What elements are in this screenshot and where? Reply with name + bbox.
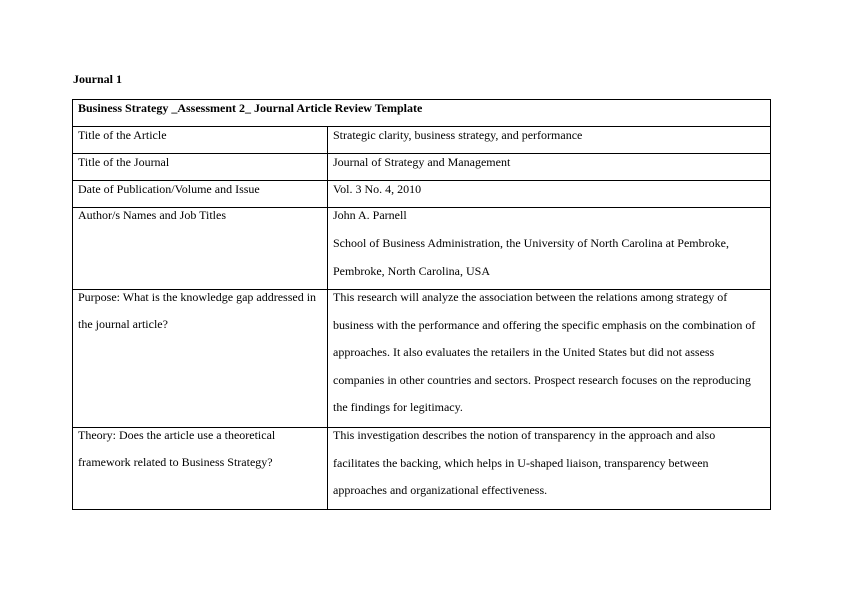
journal-heading: Journal 1 xyxy=(73,72,123,86)
value-line: John A. Parnell xyxy=(333,208,407,222)
value-line: approaches and organizational effectiveness. xyxy=(333,483,548,497)
row-label xyxy=(73,127,328,154)
table-title-text: Business Strategy _Assessment 2_ Journal Article Review Template xyxy=(78,101,423,115)
table-title-row xyxy=(73,100,771,127)
row-value-text: Vol. 3 No. 4, 2010 xyxy=(333,182,422,196)
row-value xyxy=(328,290,771,428)
value-line: Pembroke, North Carolina, USA xyxy=(333,264,490,278)
row-value xyxy=(328,208,771,290)
value-line: This investigation describes the notion of transparency in the approach and also xyxy=(333,428,716,442)
row-value xyxy=(328,181,771,208)
review-table xyxy=(72,99,771,510)
table-row xyxy=(73,208,771,290)
value-line: the findings for legitimacy. xyxy=(333,400,463,414)
row-value xyxy=(328,428,771,510)
table-row xyxy=(73,181,771,208)
row-value-text: Strategic clarity, business strategy, and performance xyxy=(333,128,583,142)
row-label xyxy=(73,290,328,428)
table-row xyxy=(73,127,771,154)
row-label-text: Author/s Names and Job Titles xyxy=(78,208,227,222)
table-row xyxy=(73,154,771,181)
label-line: Purpose: What is the knowledge gap addressed in xyxy=(78,290,317,304)
value-line: companies in other countries and sectors. Prospect research focuses on the reproducing xyxy=(333,372,751,387)
row-value-text: Journal of Strategy and Management xyxy=(333,155,511,169)
value-line: business with the performance and offering the specific emphasis on the combination of xyxy=(333,317,756,332)
row-value xyxy=(328,154,771,181)
row-label xyxy=(73,208,328,290)
value-line: School of Business Administration, the University of North Carolina at Pembroke, xyxy=(333,236,729,250)
value-line: facilitates the backing, which helps in U-shaped liaison, transparency between xyxy=(333,455,709,470)
row-label-text: Date of Publication/Volume and Issue xyxy=(78,182,260,196)
row-value xyxy=(328,127,771,154)
row-label xyxy=(73,428,328,510)
table-row xyxy=(73,428,771,510)
row-label xyxy=(73,181,328,208)
value-line: approaches. It also evaluates the retailers in the United States but did not assess xyxy=(333,345,715,359)
table-row xyxy=(73,290,771,428)
value-line: This research will analyze the association between the relations among strategy of xyxy=(333,290,728,304)
label-line: Theory: Does the article use a theoretical xyxy=(78,428,276,442)
row-label-text: Title of the Article xyxy=(78,128,167,142)
row-label-text: Title of the Journal xyxy=(78,155,170,169)
row-label xyxy=(73,154,328,181)
label-line: the journal article? xyxy=(78,317,168,331)
label-line: framework related to Business Strategy? xyxy=(78,455,273,469)
table-title xyxy=(73,100,771,127)
